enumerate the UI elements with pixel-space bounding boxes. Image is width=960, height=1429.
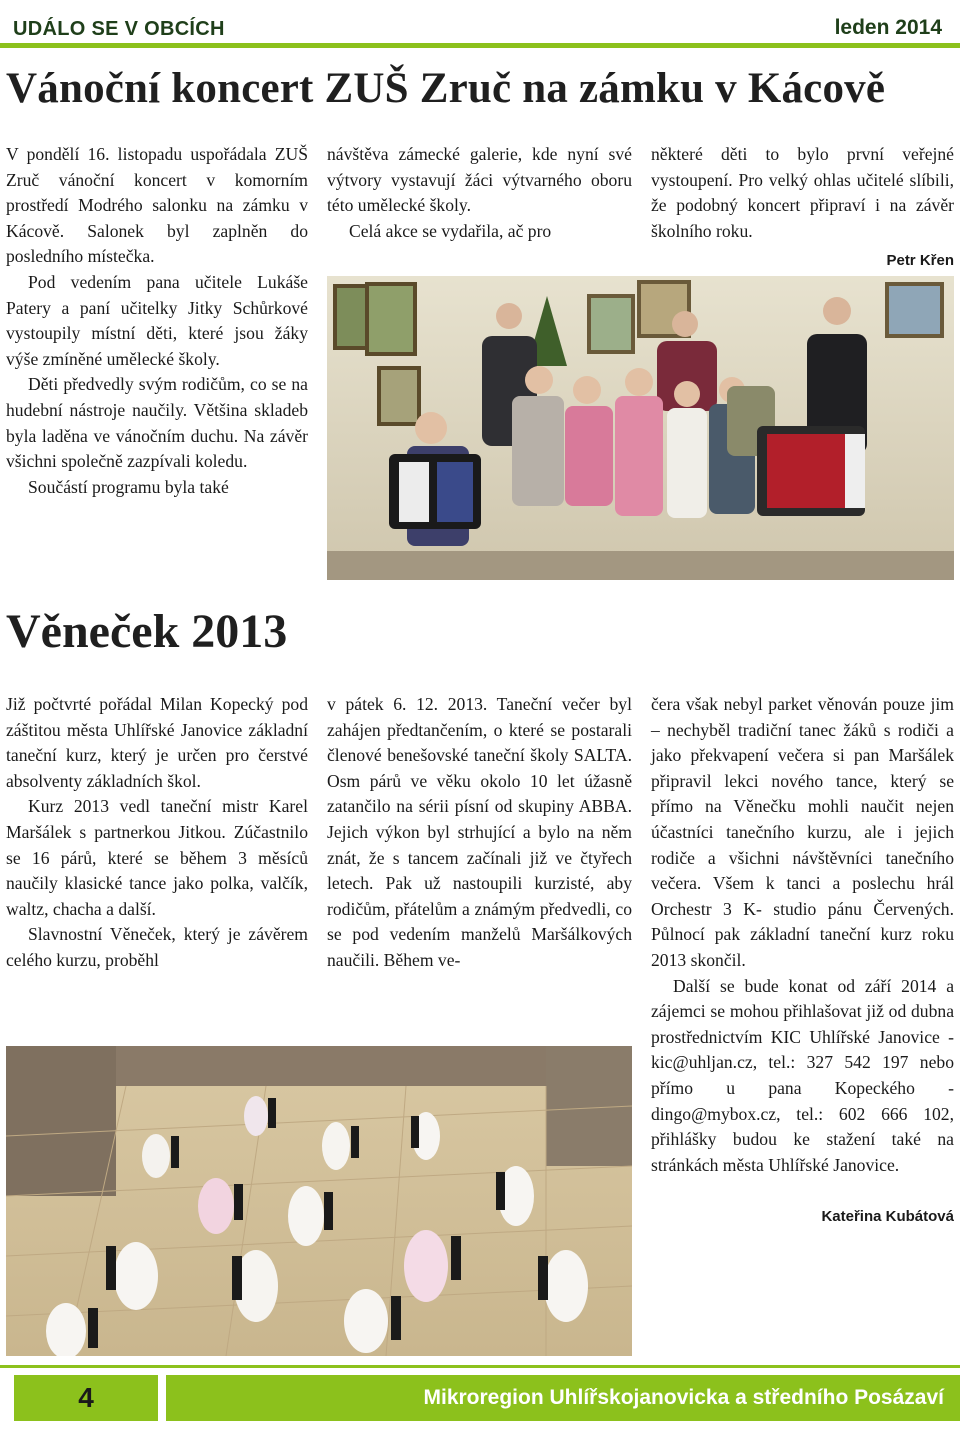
footer-region: Mikroregion Uhlířskojanovicka a středního Posázaví bbox=[166, 1375, 960, 1421]
paragraph: čera však nebyl parket věnován pouze jim – nechyběl tradiční tanec žáků s rodiči a jako překvapení večera si pan Maršálek připravil lekci nového tance, který se přímo na Věnečku mohli naučit nejen účastníci tanečního kurzu, ale i jejich rodiče a všichni návštěvníci tanečního večera. Všem k tanci a poslechu hrál Orchestr 3 K- studio pánu Červených. Půlnocí pak základní taneční kurz roku 2013 skončil. bbox=[651, 694, 954, 970]
paragraph: některé děti to bylo první veřejné vystoupení. Pro velký ohlas učitelé slíbili, že podobný koncert připraví i na závěr školního roku. bbox=[651, 144, 954, 241]
article1-column-2 bbox=[327, 142, 632, 244]
article2-author: Kateřina Kubátová bbox=[821, 1208, 954, 1226]
paragraph: návštěva zámecké galerie, kde nyní své výtvory vystavují žáci výtvarného oboru této umělecké školy. bbox=[327, 144, 632, 216]
article2-title: Věneček 2013 bbox=[6, 605, 288, 658]
paragraph: Pod vedením pana učitele Lukáše Patery a paní učitelky Jitky Schůrkové vystoupily místní děti, které jsou žáky výše zmíněné umělecké školy. bbox=[6, 271, 308, 369]
article2-column-2 bbox=[327, 692, 632, 974]
dance-photo bbox=[6, 1046, 632, 1356]
header-rule bbox=[0, 43, 960, 48]
article1-title: Vánoční koncert ZUŠ Zruč na zámku v Kácově bbox=[6, 65, 886, 112]
article1-column-3 bbox=[651, 142, 954, 274]
paragraph: v pátek 6. 12. 2013. Taneční večer byl zahájen předtančením, o které se postarali členové benešovské taneční školy SALTA. Osm párů ve věku okolo 10 let úžasně zatančilo na sérii písní od skupiny ABBA. Jejich výkon byl strhující a bylo na něm znát, že s tancem začínali již ve čtyřech letech. Pak už nastoupili kurzisté, aby rodičům, přátelům a známým předvedli, co se pod vedením manželů Maršálkových naučili. Během ve- bbox=[327, 694, 632, 970]
paragraph: V pondělí 16. listopadu uspořádala ZUŠ Zruč vánoční koncert v komorním prostředí Modrého salonku na zámku v Kácově. Salonek byl zaplněn do posledního místečka. bbox=[6, 144, 308, 267]
footer-rule bbox=[0, 1365, 960, 1368]
section-label: UDÁLO SE V OBCÍCH bbox=[13, 18, 225, 40]
paragraph: Již počtvrté pořádal Milan Kopecký pod záštitou města Uhlířské Janovice základní taneční kurz, který je určen pro čerstvé absolventy základních škol. bbox=[6, 694, 308, 791]
article1-column-1 bbox=[6, 142, 308, 500]
paragraph: Kurz 2013 vedl taneční mistr Karel Maršálek s partnerkou Jitkou. Zúčastnilo se 16 párů, které se během 3 měsíců naučily klasické tance jako polka, valčík, waltz, chacha a další. bbox=[6, 796, 308, 919]
page-footer bbox=[0, 1357, 960, 1429]
article2-column-3 bbox=[651, 692, 954, 1230]
issue-date: leden 2014 bbox=[834, 16, 942, 39]
article2-column-1 bbox=[6, 692, 308, 974]
paragraph: Celá akce se vydařila, ač pro bbox=[349, 220, 552, 241]
paragraph: Další se bude konat od září 2014 a zájemci se mohou přihlašovat již od dubna prostřednictvím KIC Uhlířské Janovice - kic@uhljan.cz, tel.: 327 542 197 nebo přímo u pana Kopeckého - dingo@mybox.cz, tel.: 602 666 102, přihlášky budou ke stažení také na stránkách města Uhlířské Janovice. bbox=[651, 975, 954, 1175]
page-number: 4 bbox=[14, 1375, 158, 1421]
paragraph: Děti předvedly svým rodičům, co se na hudební nástroje naučily. Většina skladeb byla laděna ve vánočním duchu. Na závěr všichni společně zazpívali koledu. bbox=[6, 374, 308, 472]
paragraph: Slavnostní Věneček, který je závěrem celého kurzu, proběhl bbox=[6, 924, 308, 970]
paragraph: Součástí programu byla také bbox=[28, 476, 229, 497]
concert-photo bbox=[327, 276, 954, 580]
article1-author: Petr Křen bbox=[886, 252, 954, 270]
page-header bbox=[0, 4, 960, 42]
